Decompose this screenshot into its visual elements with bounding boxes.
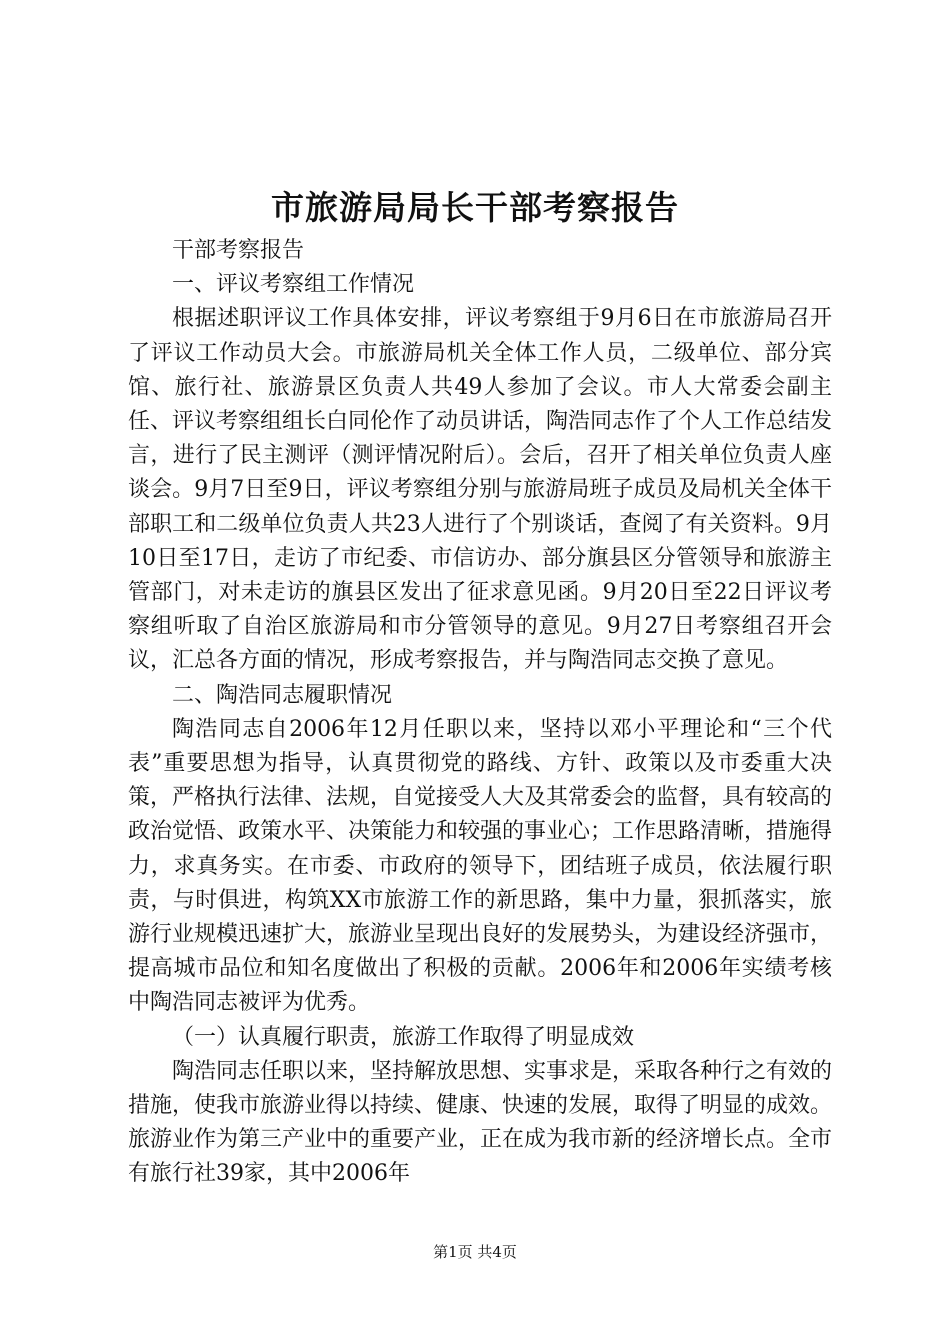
- paragraph-work-process: 根据述职评议工作具体安排，评议考察组于9月6日在市旅游局召开了评议工作动员大会。市旅游局机关全体工作人员，二级单位、部分宾馆、旅行社、旅游景区负责人共49人参加了会议。市人大常委会副主任、评议考察组组长白同伦作了动员讲话，陶浩同志作了个人工作总结发言，进行了民主测评（测评情况附后）。会后，召开了相关单位负责人座谈会。9月7日至9日，评议考察组分别与旅游局班子成员及局机关全体干部职工和二级单位负责人共23人进行了个别谈话，查阅了有关资料。9月10日至17日，走访了市纪委、市信访办、部分旗县区分管领导和旅游主管部门，对未走访的旗县区发出了征求意见函。9月20日至22日评议考察组听取了自治区旅游局和市分管领导的意见。9月27日考察组召开会议，汇总各方面的情况，形成考察报告，并与陶浩同志交换了意见。: [128, 306, 833, 674]
- paragraph-achievements: 陶浩同志任职以来，坚持解放思想、实事求是，采取各种行之有效的措施，使我市旅游业得以持续、健康、快速的发展，取得了明显的成效。旅游业作为第三产业中的重要产业，正在成为我市新的经济增长点。全市有旅行社39家，其中2006年: [128, 1058, 833, 1187]
- paragraph-section-heading-2: 二、陶浩同志履职情况: [172, 682, 393, 708]
- page-footer: 第1页 共4页: [433, 1243, 517, 1261]
- paragraph-subtitle: 干部考察报告: [172, 238, 305, 263]
- document-body: [128, 234, 832, 1192]
- paragraph-section-heading-1: 一、评议考察组工作情况: [172, 272, 415, 298]
- paragraph-subsection-heading-1: （一）认真履行职责，旅游工作取得了明显成效: [172, 1024, 635, 1050]
- document-title: 市旅游局局长干部考察报告: [271, 188, 679, 227]
- paragraph-performance-summary: 陶浩同志自2006年12月任职以来，坚持以邓小平理论和“三个代表”重要思想为指导，认真贯彻党的路线、方针、政策以及市委重大决策，严格执行法律、法规，自觉接受人大及其常委会的监督，具有较高的政治觉悟、政策水平、决策能力和较强的事业心；工作思路清晰，措施得力，求真务实。在市委、市政府的领导下，团结班子成员，依法履行职责，与时俱进，构筑XX市旅游工作的新思路，集中力量，狠抓落实，旅游行业规模迅速扩大，旅游业呈现出良好的发展势头，为建设经济强市，提高城市品位和知名度做出了积极的贡献。2006年和2006年实绩考核中陶浩同志被评为优秀。: [128, 716, 833, 1016]
